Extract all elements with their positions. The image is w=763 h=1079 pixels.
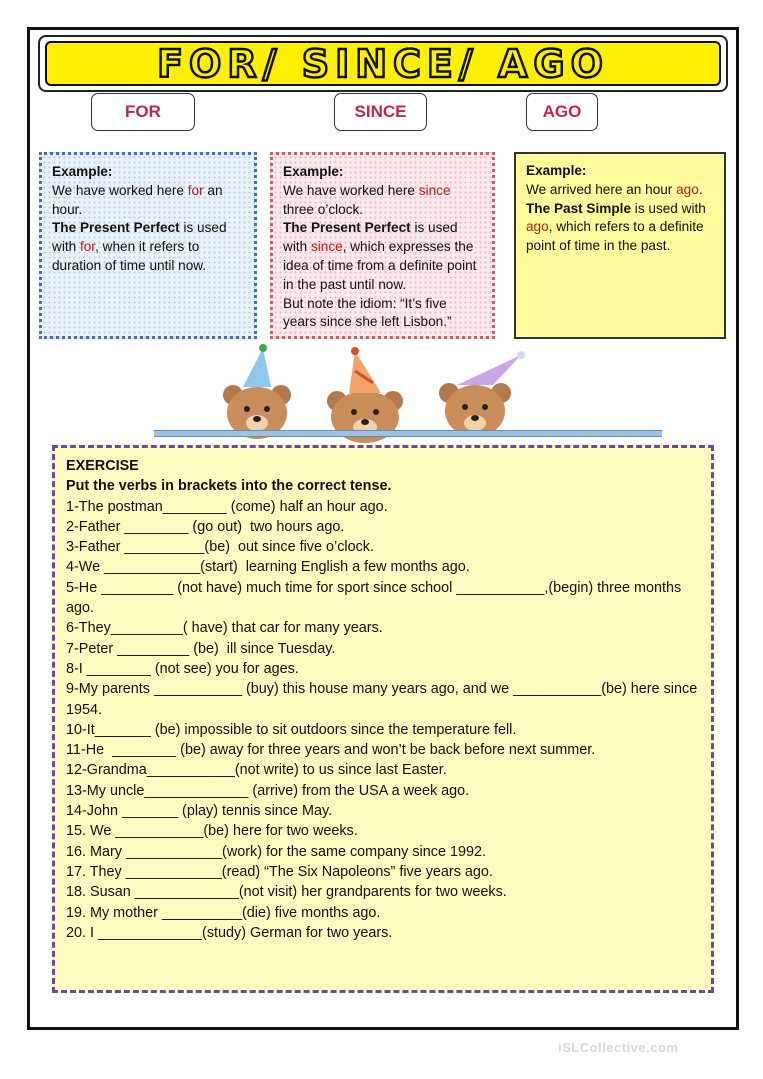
exercise-item: 1-The postman________ (come) half an hour ago. (66, 498, 388, 515)
exercise-item: 18. Susan _____________(not visit) her grandparents for two weeks. (66, 884, 507, 901)
card-ago (514, 152, 726, 339)
watermark: iSLCollective.com (558, 1040, 679, 1055)
label-ago: AGO (526, 93, 598, 131)
card-for-heading: Example: (52, 164, 113, 179)
exercise-item: 3-Father __________(be) out since five o’clock. (66, 539, 374, 556)
card-ago-example: We arrived here an hour ago. (526, 181, 703, 197)
exercise-list (66, 497, 701, 944)
illustration-shelf (154, 430, 662, 437)
card-since-note: But note the idiom: “It’s five years since she left Lisbon.” (283, 295, 452, 330)
exercise-item: 17. They ____________(read) “The Six Napoleons” five years ago. (66, 863, 493, 880)
exercise-item: 5-He _________ (not have) much time for sport since school ___________,(begin) three months ago. (66, 579, 686, 617)
bear-icon (327, 347, 403, 443)
card-for-rule: The Present Perfect is used with for, when it refers to duration of time until now. (52, 220, 227, 273)
exercise-item: 11-He ________ (be) away for three years and won’t be back before next summer. (66, 742, 596, 759)
exercise-item: 19. My mother __________(die) five months ago. (66, 904, 381, 921)
card-for (39, 152, 257, 339)
page-title: FOR/ SINCE/ AGO (157, 41, 609, 86)
card-ago-rule: The Past Simple is used with ago, which refers to a definite point of time in the past. (526, 200, 706, 254)
title-inner (45, 41, 721, 86)
exercise-instruction: Put the verbs in brackets into the correct tense. (66, 478, 392, 495)
exercise-item: 13-My uncle_____________ (arrive) from the USA a week ago. (66, 782, 470, 799)
exercise-item: 4-We ____________(start) learning English a few months ago. (66, 559, 470, 576)
exercise-item: 2-Father ________ (go out) two hours ago. (66, 518, 345, 535)
label-since: SINCE (334, 93, 427, 131)
exercise-item: 8-I ________ (not see) you for ages. (66, 660, 299, 677)
exercise-item: 14-John _______ (play) tennis since May. (66, 803, 333, 820)
title-banner (38, 35, 728, 92)
exercise-item: 10-It_______ (be) impossible to sit outdoors since the temperature fell. (66, 721, 517, 738)
exercise-title: EXERCISE (66, 458, 139, 474)
bear-icon (439, 351, 525, 437)
card-since-heading: Example: (283, 164, 344, 179)
exercise-item: 6-They_________( have) that car for many years. (66, 620, 383, 637)
exercise-item: 9-My parents ___________ (buy) this house many years ago, and we ___________(be) here since 1954. (66, 681, 702, 718)
card-for-example: We have worked here for an hour. (52, 182, 223, 217)
exercise-item: 7-Peter _________ (be) ill since Tuesday. (66, 640, 336, 657)
exercise-item: 20. I _____________(study) German for two years. (66, 924, 393, 941)
label-for: FOR (91, 93, 195, 131)
exercise-box (52, 445, 714, 993)
card-since (270, 152, 495, 339)
card-since-example: We have worked here since three o’clock. (283, 182, 451, 217)
exercise-item: 15. We ___________(be) here for two weeks. (66, 823, 358, 840)
card-since-rule: The Present Perfect is used with since, which expresses the idea of time from a definite point in the past until now. (283, 220, 477, 292)
exercise-item: 16. Mary ____________(work) for the same company since 1992. (66, 843, 486, 860)
bear-icon (223, 344, 291, 439)
exercise-item: 12-Grandma___________(not write) to us since last Easter. (66, 762, 447, 779)
party-bears-illustration (205, 343, 545, 443)
card-ago-heading: Example: (526, 163, 587, 178)
